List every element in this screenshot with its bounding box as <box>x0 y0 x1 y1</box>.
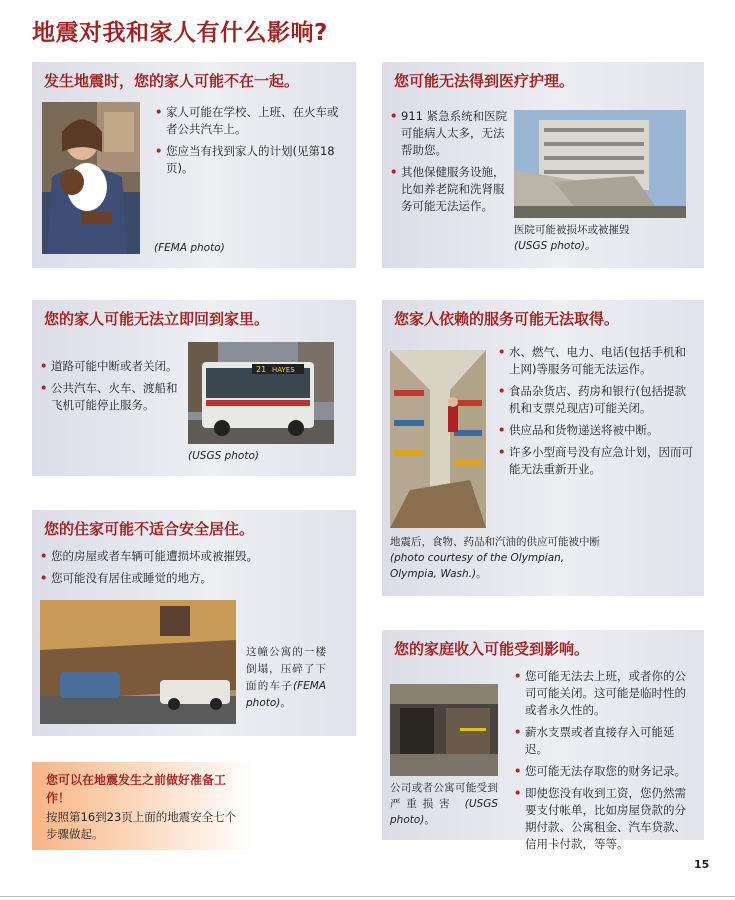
card-title: 您的家人可能无法立即回到家里。 <box>44 310 270 328</box>
caption-end: 。 <box>424 814 435 826</box>
income-bullets <box>514 668 696 858</box>
card-residence <box>32 510 356 736</box>
tip-body: 按照第16到23页上面的地震安全七个步骤做起。 <box>46 810 237 841</box>
bullet-item: • 911 紧急系统和医院可能病人太多，无法帮助您。 <box>390 108 512 159</box>
card-services <box>382 300 704 596</box>
bullet-item: • 食品杂货店、药房和银行(包括提款机和支票兑现店)可能关闭。 <box>498 383 696 417</box>
caption-text: 地震后，食物、药品和汽油的供应可能被中断 <box>390 536 600 548</box>
page-title: 地震对我和家人有什么影响? <box>32 20 328 46</box>
bullet-item: • 其他保健服务设施，比如养老院和洗肾服务可能无法运作。 <box>390 164 512 215</box>
income-caption <box>390 780 498 828</box>
caption-text: 公司或者公寓可能受到严重损害 <box>390 782 498 810</box>
bullet-item: • 公共汽车、火车、渡船和飞机可能停止服务。 <box>40 380 188 414</box>
photo-credit: (USGS photo) <box>188 450 259 462</box>
caption-end: 。 <box>476 568 487 580</box>
caption-credit: (FEMA photo) <box>246 680 326 709</box>
medical-caption <box>514 222 694 254</box>
card-medical <box>382 62 704 268</box>
services-caption <box>390 534 610 582</box>
card-title: 您的住家可能不适合安全居住。 <box>44 520 255 538</box>
damaged-hospital-photo <box>514 110 686 218</box>
bullet-item: • 即使您没有收到工资，您仍然需要支付帐单，比如房屋贷款的分期付款、公寓租金、汽车贷款、信用卡付款，等等。 <box>514 785 696 853</box>
card-title: 发生地震时，您的家人可能不在一起。 <box>44 72 300 90</box>
card-income <box>382 630 704 851</box>
bus-number: 21 <box>256 365 267 374</box>
bullet-item: • 道路可能中断或者关闭。 <box>40 358 188 375</box>
caption-text: 这幢公寓的一楼倒塌，压碎了下面的车子 <box>246 646 326 692</box>
family-apart-bullets <box>155 104 347 182</box>
bus-photo <box>188 342 334 444</box>
damaged-storefront-photo <box>390 684 498 776</box>
card-home-return <box>32 300 356 476</box>
bus-sign: HAYES <box>272 366 295 374</box>
services-bullets <box>498 344 696 483</box>
bullet-item: • 您可能无法存取您的财务记录。 <box>514 763 696 780</box>
caption-end: 。 <box>280 697 291 709</box>
caption-credit: (USGS photo) <box>390 798 499 826</box>
card-title: 您的家庭收入可能受到影响。 <box>394 640 590 658</box>
collapsed-apartment-photo <box>40 600 236 724</box>
home-return-bullets <box>40 358 188 419</box>
medical-bullets <box>390 108 512 220</box>
residence-caption <box>246 644 326 712</box>
bullet-item: • 您可能没有居住或睡觉的地方。 <box>40 570 350 587</box>
caption-text: 医院可能被损坏或被摧毁 <box>514 224 630 236</box>
page-number: 15 <box>694 858 710 871</box>
bullet-item: • 您的房屋或者车辆可能遭损坏或被摧毁。 <box>40 548 350 565</box>
preparedness-tip <box>32 762 255 850</box>
card-title: 您可能无法得到医疗护理。 <box>394 72 575 90</box>
bullet-item: • 家人可能在学校、上班、在火车或者公共汽车上。 <box>155 104 347 138</box>
caption-credit: (USGS photo)。 <box>514 240 596 252</box>
bullet-item: • 许多小型商号没有应急计划，因而可能无法重新开业。 <box>498 444 696 478</box>
tip-title: 您可以在地震发生之前做好准备工作！ <box>46 773 227 805</box>
bullet-item: • 薪水支票或者直接存入可能延迟。 <box>514 724 696 758</box>
mother-child-photo <box>42 102 140 254</box>
card-title: 您家人依赖的服务可能无法取得。 <box>394 310 620 328</box>
bottom-divider <box>0 896 735 897</box>
bullet-item: • 您应当有找到家人的计划(见第18页)。 <box>155 143 347 177</box>
store-damage-photo <box>390 350 486 528</box>
bullet-item: • 您可能无法去上班，或者你的公司可能关闭。这可能是临时性的或者永久性的。 <box>514 668 696 719</box>
caption-credit: (photo courtesy of the Olympian, Olympia, Wash.) <box>390 552 565 580</box>
residence-bullets <box>40 548 350 592</box>
photo-credit: (FEMA photo) <box>154 242 225 254</box>
bullet-item: • 供应品和货物递送将被中断。 <box>498 422 696 439</box>
bullet-item: • 水、燃气、电力、电话(包括手机和上网)等服务可能无法运作。 <box>498 344 696 378</box>
card-family-apart <box>32 62 356 268</box>
